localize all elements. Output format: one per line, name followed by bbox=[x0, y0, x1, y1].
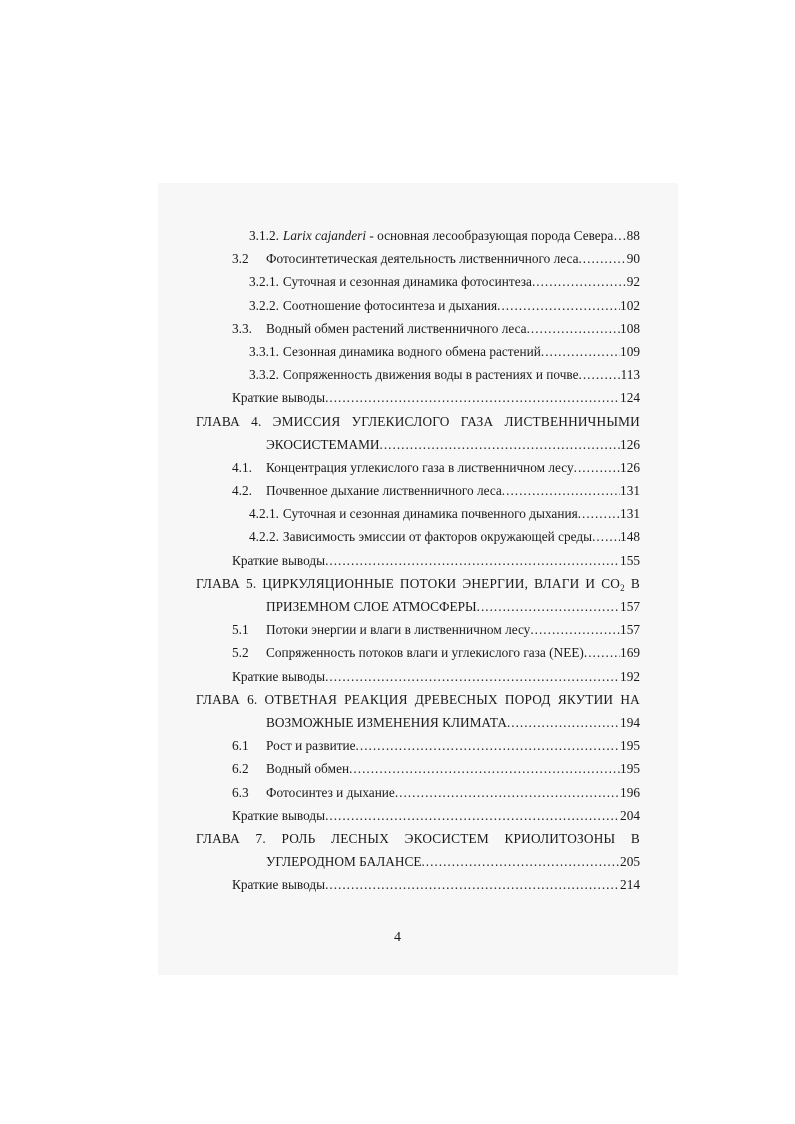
chapter-word: ЛЕСНЫХ bbox=[331, 830, 390, 846]
chapter-word-co2 bbox=[601, 576, 625, 592]
toc-chapter-6-heading[interactable] bbox=[196, 692, 640, 715]
toc-title: Краткие выводы bbox=[232, 668, 326, 684]
chapter-word: ЭКОСИСТЕМ bbox=[404, 830, 489, 846]
toc-title: Фотосинтез и дыхание bbox=[266, 784, 395, 800]
toc-entry-summary-3[interactable] bbox=[196, 390, 640, 413]
chapter-word: ОТВЕТНАЯ bbox=[264, 691, 338, 707]
chapter-word: РОЛЬ bbox=[281, 830, 316, 846]
chapter-word: НА bbox=[620, 691, 640, 707]
toc-number: 3.2 bbox=[232, 251, 249, 267]
toc-number: 3.1.2. bbox=[249, 228, 279, 243]
page-number: 4 bbox=[394, 930, 401, 945]
toc-entry-4-2[interactable] bbox=[196, 483, 640, 506]
toc-leader bbox=[349, 761, 620, 777]
toc-title: ПРИЗЕМНОМ СЛОЕ АТМОСФЕРЫ bbox=[266, 599, 477, 614]
toc-page: 192 bbox=[620, 668, 640, 684]
toc-chapter-4-continuation[interactable] bbox=[196, 437, 640, 460]
toc-leader bbox=[507, 715, 620, 731]
chapter-word: ЛИСТВЕННИЧНЫМИ bbox=[504, 413, 640, 429]
toc-leader bbox=[578, 251, 626, 267]
chapter-word: ГЛАВА bbox=[196, 830, 240, 846]
toc-title: Фотосинтетическая деятельность лиственничного леса bbox=[266, 251, 579, 267]
toc-number: 3.2.2. bbox=[249, 297, 279, 313]
toc-entry-6-1[interactable] bbox=[196, 738, 640, 761]
toc-title: Суточная и сезонная динамика почвенного дыхания bbox=[282, 506, 578, 522]
toc-entry-3-2[interactable] bbox=[196, 251, 640, 274]
toc-entry-6-2[interactable] bbox=[196, 761, 640, 784]
toc-title bbox=[283, 228, 627, 244]
toc-chapter-5-continuation[interactable] bbox=[196, 599, 640, 622]
toc-entry-3-1-2[interactable] bbox=[196, 228, 640, 251]
toc-title: Суточная и сезонная динамика фотосинтеза bbox=[282, 274, 532, 290]
chapter-word: В bbox=[630, 830, 640, 846]
toc-page: 90 bbox=[626, 251, 640, 267]
chapter-word: ВЛАГИ bbox=[534, 575, 580, 591]
toc-page: 194 bbox=[620, 714, 640, 730]
toc-title: Водный обмен bbox=[266, 761, 350, 777]
toc-number: 6.2 bbox=[232, 761, 249, 777]
chapter-word: ЦИРКУЛЯЦИОННЫЕ bbox=[262, 575, 394, 591]
toc-title: Сопряженность движения воды в растениях и почве bbox=[282, 367, 579, 383]
toc-number: 4.2.1. bbox=[249, 506, 279, 522]
chapter-word: ГАЗА bbox=[460, 413, 494, 429]
toc-leader bbox=[527, 321, 620, 337]
toc-chapter-5-heading[interactable] bbox=[196, 576, 640, 599]
toc-title: УГЛЕРОДНОМ БАЛАНСЕ bbox=[266, 854, 422, 870]
chapter-word: 7. bbox=[255, 830, 266, 846]
toc-title: Сопряженность потоков влаги и углекислого газа (NEE) bbox=[266, 645, 584, 661]
toc-title: Рост и развитие bbox=[266, 738, 356, 754]
chapter-word: ГЛАВА bbox=[196, 691, 240, 707]
toc-title: Соотношение фотосинтеза и дыхания bbox=[282, 297, 498, 313]
toc-number: 4.2.2. bbox=[249, 529, 279, 545]
toc-leader bbox=[574, 460, 620, 476]
chapter-word: ЯКУТИИ bbox=[557, 691, 614, 707]
toc-page: 204 bbox=[620, 807, 640, 823]
toc-number: 5.1 bbox=[232, 622, 249, 638]
toc-leader bbox=[584, 645, 620, 661]
toc-page: 92 bbox=[626, 274, 640, 290]
chapter-word: В bbox=[630, 575, 640, 591]
toc-chapter-7-continuation[interactable] bbox=[196, 854, 640, 877]
toc-number: 4.1. bbox=[232, 459, 252, 475]
toc-leader bbox=[325, 553, 620, 569]
toc-entry-3-3-1[interactable] bbox=[196, 344, 640, 367]
toc-number: 3.3. bbox=[232, 320, 252, 336]
chapter-word: ЭНЕРГИИ, bbox=[462, 575, 529, 591]
toc-page: 109 bbox=[620, 343, 640, 359]
toc-leader bbox=[541, 344, 620, 360]
toc-entry-summary-7[interactable] bbox=[196, 877, 640, 900]
toc-leader bbox=[395, 785, 620, 801]
toc-number: 3.3.2. bbox=[249, 367, 279, 383]
toc-leader bbox=[578, 506, 620, 522]
toc-entry-summary-6[interactable] bbox=[196, 808, 640, 831]
toc-title: Краткие выводы bbox=[232, 877, 326, 893]
chapter-word: ДРЕВЕСНЫХ bbox=[414, 691, 498, 707]
toc-leader bbox=[325, 808, 620, 824]
toc-page: 196 bbox=[620, 784, 640, 800]
toc-title: Потоки энергии и влаги в лиственничном лесу bbox=[266, 622, 531, 638]
toc-page: 102 bbox=[620, 297, 640, 313]
toc-title: Сезонная динамика водного обмена растений bbox=[282, 343, 541, 359]
toc-page: 126 bbox=[620, 436, 640, 452]
co2-subscript: 2 bbox=[620, 582, 625, 593]
chapter-word: 4. bbox=[251, 413, 262, 429]
toc-title: Краткие выводы bbox=[232, 552, 326, 568]
toc-entry-5-2[interactable] bbox=[196, 645, 640, 668]
toc-page: 155 bbox=[620, 552, 640, 568]
toc-page: 195 bbox=[620, 738, 640, 754]
toc-page: 148 bbox=[620, 529, 640, 545]
toc-title: Почвенное дыхание лиственничного леса bbox=[266, 483, 502, 499]
toc-page: 157 bbox=[620, 599, 640, 614]
toc-number: 6.3 bbox=[232, 784, 249, 800]
co2-text: CO bbox=[601, 575, 621, 591]
toc-chapter-7-heading[interactable] bbox=[196, 831, 640, 854]
toc-leader bbox=[325, 877, 620, 893]
toc-entry-3-2-1[interactable] bbox=[196, 274, 640, 297]
toc-number: 5.2 bbox=[232, 645, 249, 661]
toc-entry-summary-4[interactable] bbox=[196, 553, 640, 576]
toc-page: 131 bbox=[620, 483, 640, 499]
chapter-word: И bbox=[585, 575, 596, 591]
toc-number: 4.2. bbox=[232, 483, 252, 499]
toc-leader bbox=[579, 367, 621, 383]
toc-leader bbox=[421, 854, 620, 870]
table-of-contents bbox=[196, 228, 640, 900]
toc-page: 88 bbox=[626, 228, 640, 243]
toc-title: ВОЗМОЖНЫЕ ИЗМЕНЕНИЯ КЛИМАТА bbox=[266, 714, 507, 730]
toc-leader bbox=[532, 274, 627, 290]
toc-leader bbox=[502, 483, 620, 499]
toc-leader bbox=[497, 298, 620, 314]
toc-entry-3-3-2[interactable] bbox=[196, 367, 640, 390]
toc-page: 205 bbox=[620, 854, 640, 870]
toc-page: 131 bbox=[620, 506, 640, 522]
toc-page: 169 bbox=[620, 645, 640, 661]
toc-ellipsis: … bbox=[613, 228, 627, 243]
toc-leader bbox=[356, 738, 621, 754]
toc-page: 124 bbox=[620, 390, 640, 406]
toc-chapter-4-heading[interactable] bbox=[196, 414, 640, 437]
toc-title: Краткие выводы bbox=[232, 807, 326, 823]
chapter-word: ПОТОКИ bbox=[399, 575, 457, 591]
toc-entry-3-3[interactable] bbox=[196, 321, 640, 344]
chapter-word: 6. bbox=[247, 691, 258, 707]
toc-leader bbox=[380, 437, 621, 453]
toc-title: ЭКОСИСТЕМАМИ bbox=[266, 436, 380, 452]
toc-page: 113 bbox=[620, 367, 640, 383]
toc-title: Концентрация углекислого газа в лиственничном лесу bbox=[266, 459, 574, 475]
toc-title-italic: Larix cajanderi bbox=[282, 228, 367, 243]
toc-leader bbox=[530, 622, 620, 638]
toc-title: Водный обмен растений лиственничного леса bbox=[266, 320, 527, 336]
chapter-word: ЭМИССИЯ bbox=[272, 413, 341, 429]
toc-page: 108 bbox=[620, 320, 640, 336]
chapter-word: КРИОЛИТОЗОНЫ bbox=[504, 830, 616, 846]
toc-entry-5-1[interactable] bbox=[196, 622, 640, 645]
toc-page: 126 bbox=[620, 459, 640, 475]
toc-entry-4-1[interactable] bbox=[196, 460, 640, 483]
toc-entry-summary-5[interactable] bbox=[196, 669, 640, 692]
toc-page: 195 bbox=[620, 761, 640, 777]
chapter-word: ГЛАВА bbox=[196, 575, 240, 591]
toc-title: Зависимость эмиссии от факторов окружающей среды bbox=[282, 529, 593, 545]
toc-leader bbox=[325, 669, 620, 685]
toc-entry-3-2-2[interactable] bbox=[196, 298, 640, 321]
chapter-word: ГЛАВА bbox=[196, 413, 240, 429]
chapter-word: УГЛЕКИСЛОГО bbox=[351, 413, 450, 429]
chapter-word: ПОРОД bbox=[504, 691, 551, 707]
toc-entry-4-2-1[interactable] bbox=[196, 506, 640, 529]
toc-number: 6.1 bbox=[232, 738, 249, 754]
toc-number: 3.2.1. bbox=[249, 274, 279, 290]
toc-leader bbox=[477, 599, 620, 615]
chapter-word: 5. bbox=[245, 575, 257, 591]
toc-title: Краткие выводы bbox=[232, 390, 326, 406]
toc-chapter-6-continuation[interactable] bbox=[196, 715, 640, 738]
toc-title-rest: - основная лесообразующая порода Севера bbox=[366, 228, 614, 243]
toc-leader bbox=[592, 529, 620, 545]
chapter-word: РЕАКЦИЯ bbox=[344, 691, 408, 707]
toc-entry-6-3[interactable] bbox=[196, 785, 640, 808]
toc-number: 3.3.1. bbox=[249, 343, 279, 359]
toc-entry-4-2-2[interactable] bbox=[196, 529, 640, 552]
toc-leader bbox=[325, 390, 620, 406]
toc-page: 214 bbox=[620, 877, 640, 893]
toc-page: 157 bbox=[620, 622, 640, 638]
